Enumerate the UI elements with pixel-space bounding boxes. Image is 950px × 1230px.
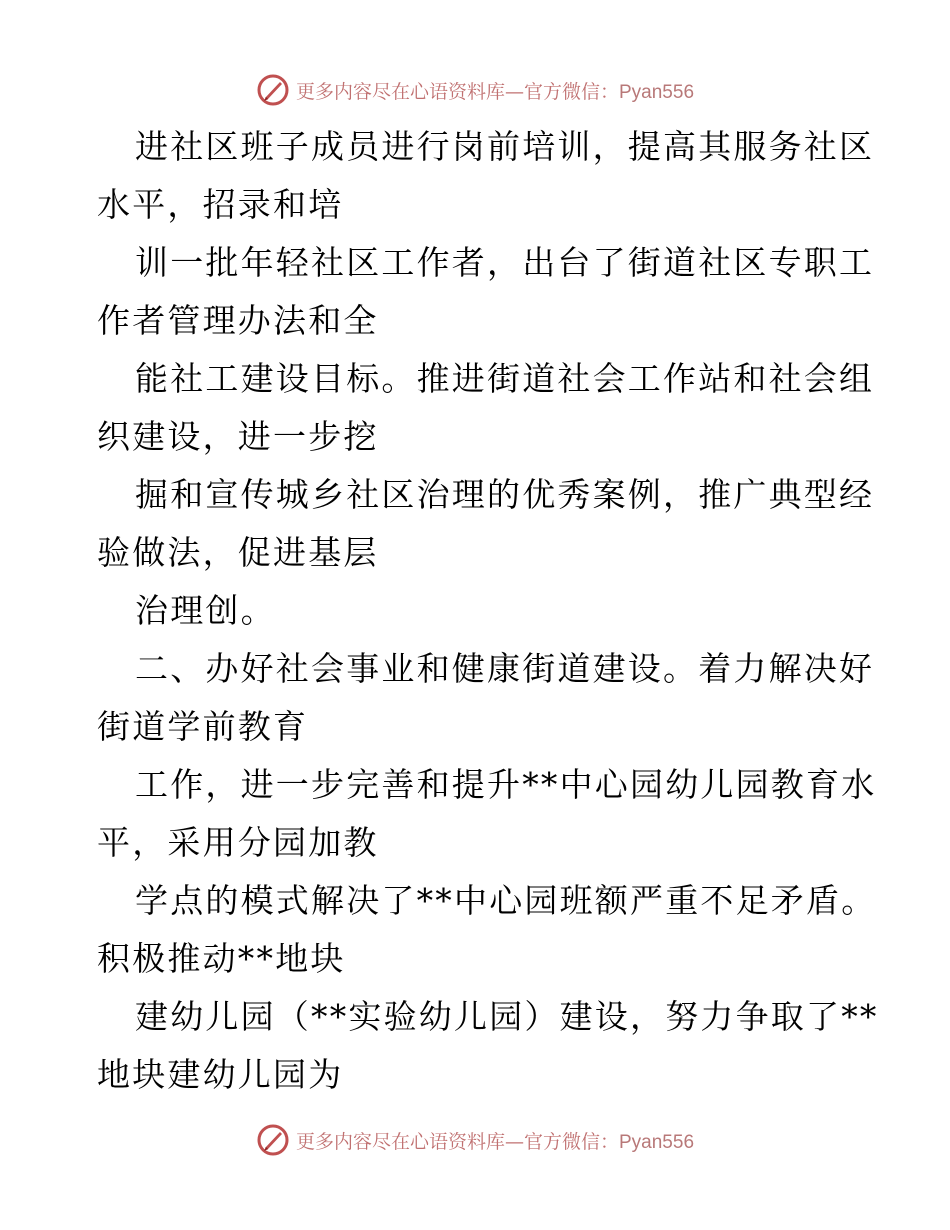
text-line: 工作，进一步完善和提升**中心园幼儿园教育水	[135, 765, 877, 804]
text-line: 水平，招录和培	[97, 185, 344, 224]
quill-seal-icon	[256, 1123, 290, 1157]
text-line: 平，采用分园加教	[97, 823, 379, 862]
document-body	[97, 118, 879, 1104]
footer-watermark	[0, 1120, 950, 1160]
text-line: 建幼儿园（**实验幼儿园）建设，努力争取了**	[135, 997, 879, 1036]
text-line: 掘和宣传城乡社区治理的优秀案例，推广典型经	[135, 475, 875, 514]
text-line: 治理创。	[135, 591, 276, 630]
header-watermark	[0, 70, 950, 110]
text-line: 进社区班子成员进行岗前培训，提高其服务社区	[135, 127, 875, 166]
text-line: 积极推动**地块	[97, 939, 346, 978]
quill-seal-icon	[256, 73, 290, 107]
text-line: 训一批年轻社区工作者，出台了街道社区专职工	[135, 243, 875, 282]
text-line: 街道学前教育	[97, 707, 309, 746]
text-line: 织建设，进一步挖	[97, 417, 379, 456]
text-line: 地块建幼儿园为	[97, 1055, 344, 1094]
text-line: 验做法，促进基层	[97, 533, 379, 572]
text-line: 二、办好社会事业和健康街道建设。着力解决好	[135, 649, 875, 688]
text-line: 学点的模式解决了**中心园班额严重不足矛盾。	[135, 881, 877, 920]
text-line: 能社工建设目标。推进街道社会工作站和社会组	[135, 359, 875, 398]
watermark-text: 更多内容尽在心语资料库—官方微信：Pyan556	[295, 80, 695, 103]
text-line: 作者管理办法和全	[97, 301, 379, 340]
watermark-text: 更多内容尽在心语资料库—官方微信：Pyan556	[295, 1130, 695, 1153]
